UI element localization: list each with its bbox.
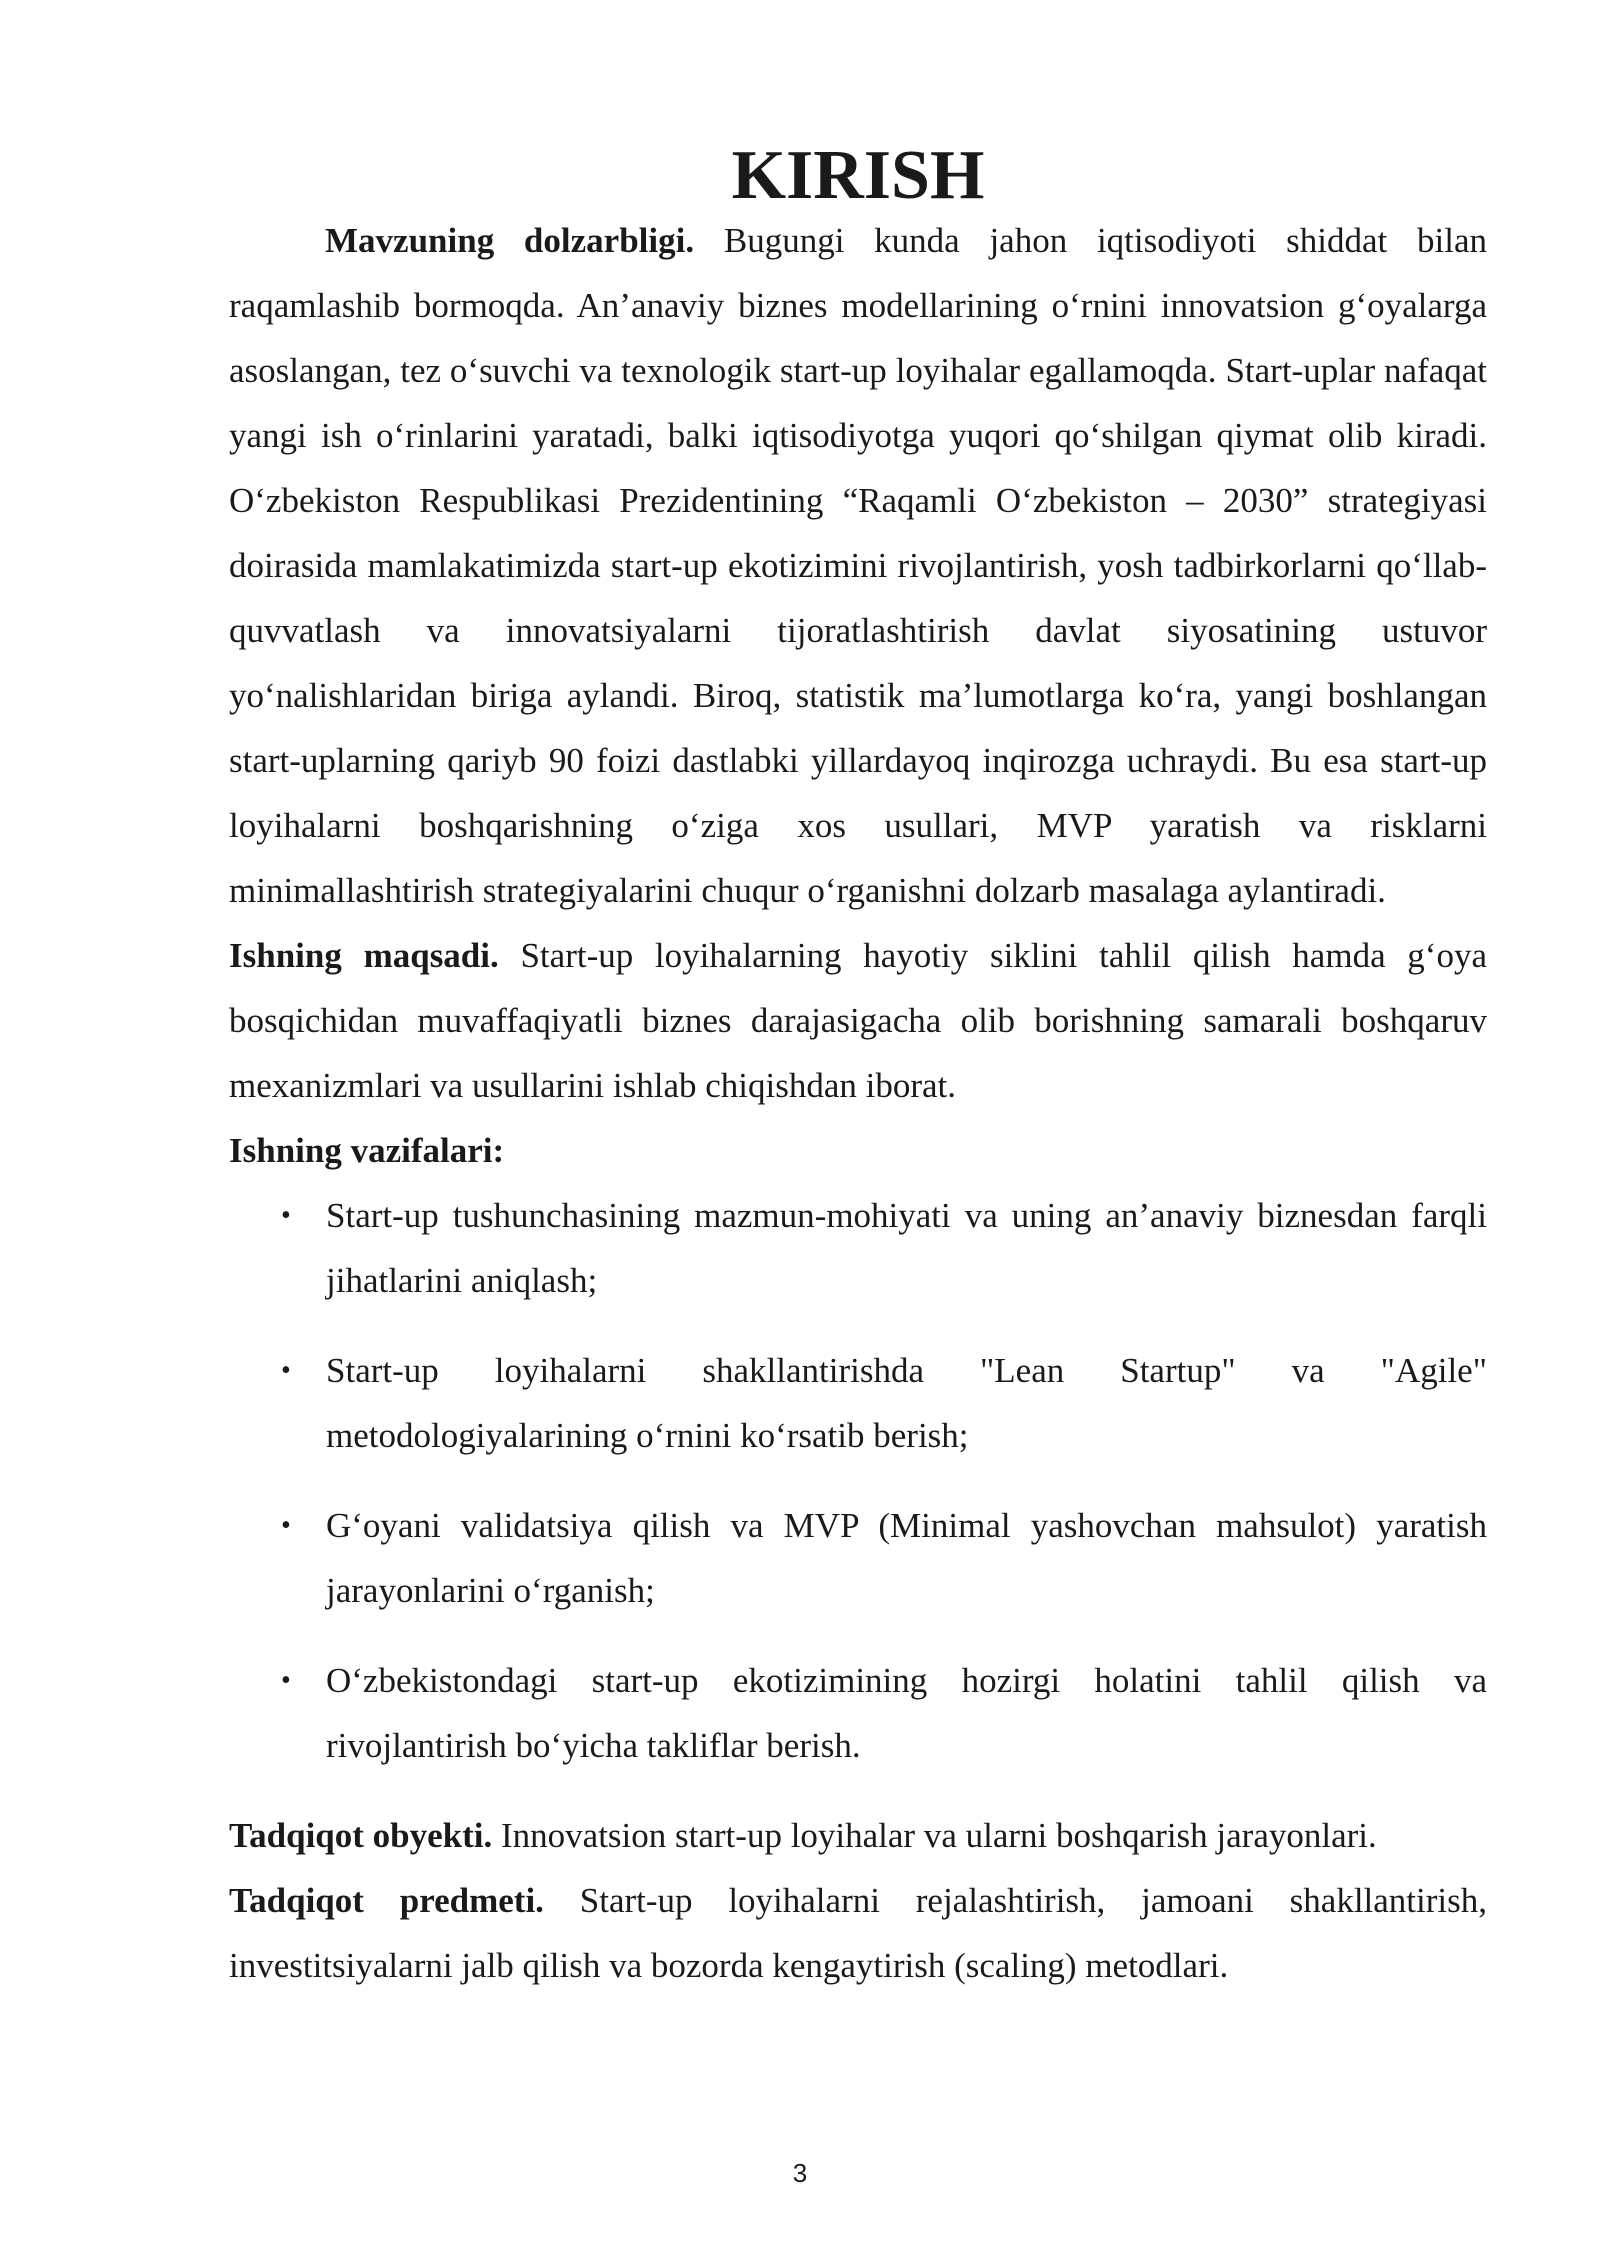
bullet-icon: • <box>281 1665 291 1696</box>
subject-text: Start-up loyihalarni rejalashtirish, jamoani shakllantirish, investitsiyalarni jalb qilish va bozorda kengaytirish (scaling) metodlari. <box>229 1881 1488 1985</box>
relevance-text: Bugungi kunda jahon iqtisodiyoti shiddat bilan raqamlashib bormoqda. An’anaviy biznes modellarining o‘rnini innovatsion g‘oyalarga asoslangan, tez o‘suvchi va texnologik start-up loyihalar egallamoqda. Start-uplar nafaqat yangi ish o‘rinlarini yaratadi, balki iqtisodiyotga yuqori qo‘shilgan qiymat olib kiradi. O‘zbekiston Respublikasi Prezidentining “Raqamli O‘zbekiston – 2030” strategiyasi doirasida mamlakatimizda start-up ekotizimini rivojlantirish, yosh tadbirkorlarni qo‘llab-quvvatlash va innovatsiyalarni tijoratlashtirish davlat siyosatining ustuvor yo‘nalishlaridan biriga aylandi. Biroq, statistik ma’lumotlarga ko‘ra, yangi boshlangan start-uplarning qariyb 90 foizi dastlabki yillardayoq inqirozga uchraydi. Bu esa start-up loyihalarni boshqarishning o‘ziga xos usullari, MVP yaratish va risklarni minimallashtirish strategiyalarini chuqur o‘rganishni dolzarb masalaga aylantiradi. <box>229 221 1487 910</box>
task-item <box>229 1338 1487 1468</box>
goal-text: Start-up loyihalarning hayotiy siklini tahlil qilish hamda g‘oya bosqichidan muvaffaqiyatli biznes darajasigacha olib borishning samarali boshqaruv mexanizmlari va usullarini ishlab chiqishdan iborat. <box>229 936 1488 1105</box>
goal-paragraph <box>229 923 1487 1118</box>
relevance-paragraph <box>229 208 1487 923</box>
object-text: Innovatsion start-up loyihalar va ularni boshqarish jarayonlari. <box>501 1816 1377 1855</box>
subject-label: Tadqiqot predmeti. <box>229 1881 544 1920</box>
task-item <box>229 1183 1487 1313</box>
task-text: O‘zbekistondagi start-up ekotizimining hozirgi holatini tahlil qilish va rivojlantirish bo‘yicha takliflar berish. <box>326 1661 1487 1765</box>
relevance-label: Mavzuning dolzarbligi. <box>325 221 695 260</box>
page-title: KIRISH <box>731 137 985 214</box>
goal-label: Ishning maqsadi. <box>229 936 499 975</box>
task-item <box>229 1648 1487 1778</box>
object-label: Tadqiqot obyekti. <box>229 1816 493 1855</box>
page-number: 3 <box>792 2158 808 2188</box>
tasks-heading: Ishning vazifalari: <box>229 1131 505 1170</box>
bullet-icon: • <box>281 1510 291 1541</box>
task-text: Start-up tushunchasining mazmun-mohiyati va uning an’anaviy biznesdan farqli jihatlarini aniqlash; <box>326 1196 1487 1300</box>
task-item <box>229 1493 1487 1623</box>
object-paragraph <box>229 1803 1487 1868</box>
task-text: G‘oyani validatsiya qilish va MVP (Minimal yashovchan mahsulot) yaratish jarayonlarini o‘rganish; <box>326 1506 1487 1610</box>
document-page <box>229 137 1488 1998</box>
bullet-icon: • <box>281 1355 291 1386</box>
tasks-list <box>229 1183 1487 1778</box>
bullet-icon: • <box>281 1200 291 1231</box>
subject-paragraph <box>229 1868 1487 1998</box>
task-text: Start-up loyihalarni shakllantirishda "Lean Startup" va "Agile" metodologiyalarining o‘rnini ko‘rsatib berish; <box>326 1351 1487 1455</box>
